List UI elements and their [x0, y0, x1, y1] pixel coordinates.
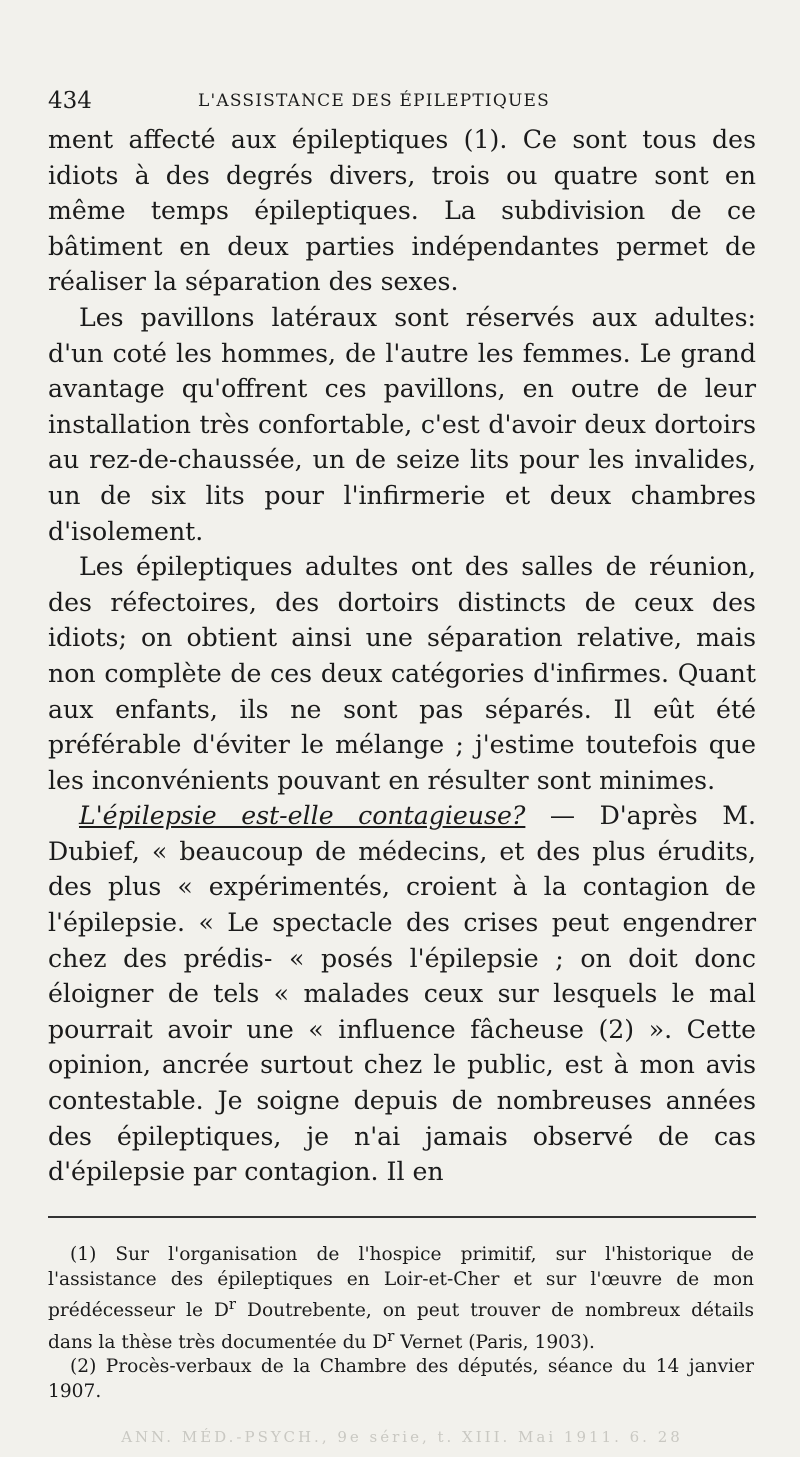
paragraph-2: Les pavillons latéraux sont réservés aux adultes: d'un coté les hommes, de l'autre les femmes. Le grand avantage qu'offrent ces pavillons, en outre de leur installation très confortable, c'est d'avoir deux dortoirs au rez-de-chaussée, un de seize lits pour les invalides, un de six lits pour l'infirmerie et deux chambres d'isolement. — [48, 302, 756, 546]
italic-question: L'épilepsie est-elle contagieuse? — [79, 801, 526, 831]
paragraph-1: ment affecté aux épileptiques (1). Ce sont tous des idiots à des degrés divers, trois ou quatre sont en même temps épileptiques. La subdivision de ce bâtiment en deux parties indépendantes permet de réaliser la séparation des sexes. — [48, 125, 756, 297]
paragraph-4 — [48, 798, 756, 1190]
footnote-rule — [48, 1216, 756, 1218]
signature-line: ANN. MÉD.-PSYCH., 9e série, t. XIII. Mai 1911. 6. 28 — [121, 1428, 683, 1446]
footnote-1: (1) Sur l'organisation de l'hospice primitif, sur l'historique de l'assistance des épileptiques en Loir-et-Cher et sur l'œuvre de mon prédécesseur le $D^r$ Doutrebente, on peut trouver de nombreux détails dans la thèse très documentée du $D^r$ Vernet (Paris, 1903). — [48, 1244, 754, 1353]
running-title: L'ASSISTANCE DES ÉPILEPTIQUES — [198, 91, 550, 111]
paragraph-4-text: — D'après M. Dubief, « beaucoup de médecins, et des plus érudits, des plus « expérimentés, croient à la contagion de l'épilepsie. « Le spectacle des crises peut engendrer chez des prédis- « posés l'épilepsie ; on doit donc éloigner de tels « malades ceux sur lesquels le mal pourrait avoir une « influence fâcheuse (2) ». Cette opinion, ancrée surtout chez le public, est à mon avis contestable. Je soigne depuis de nombreuses années des épileptiques, je n'ai jamais observé de cas d'épilepsie par contagion. Il en — [48, 801, 756, 1187]
body-text — [48, 122, 756, 1190]
page-header — [48, 88, 754, 118]
paragraph-3: Les épileptiques adultes ont des salles de réunion, des réfectoires, des dortoirs distincts de ceux des idiots; on obtient ainsi une séparation relative, mais non complète de ces deux catégories d'infirmes. Quant aux enfants, ils ne sont pas séparés. Il eût été préférable d'éviter le mélange ; j'estime toutefois que les inconvénients pouvant en résulter sont minimes. — [48, 552, 756, 795]
footnotes — [48, 1243, 754, 1404]
footnote-2: (2) Procès-verbaux de la Chambre des députés, séance du 14 janvier 1907. — [48, 1356, 754, 1402]
page-number: 434 — [48, 88, 92, 114]
